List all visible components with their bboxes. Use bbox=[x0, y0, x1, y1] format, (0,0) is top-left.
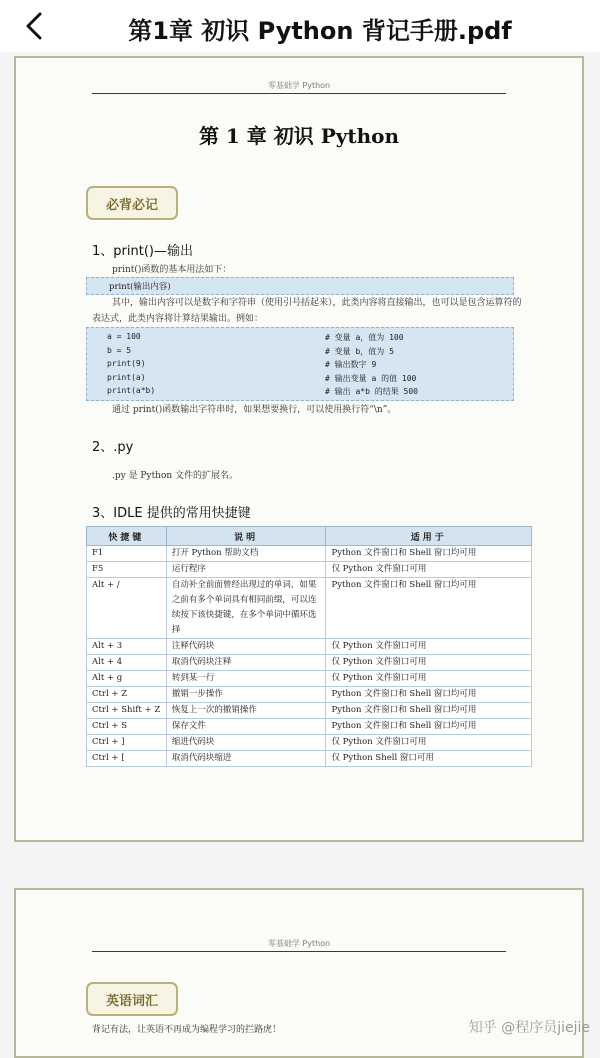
table-cell: 保存文件 bbox=[166, 719, 326, 735]
table-cell: 注释代码块 bbox=[166, 639, 326, 655]
code-line bbox=[107, 386, 505, 400]
code-text: a = 100 bbox=[107, 332, 141, 341]
code-comment: # 输出数字 9 bbox=[325, 360, 377, 369]
section-badge: 必背必记 bbox=[86, 186, 178, 220]
table-cell: Ctrl + S bbox=[87, 719, 167, 735]
back-button[interactable] bbox=[18, 10, 50, 42]
table-row bbox=[87, 655, 532, 671]
table-row bbox=[87, 703, 532, 719]
table-row bbox=[87, 735, 532, 751]
table-cell: 运行程序 bbox=[166, 562, 326, 578]
table-cell: 打开 Python 帮助文档 bbox=[166, 546, 326, 562]
header-rule bbox=[92, 93, 506, 94]
shortcut-table bbox=[86, 526, 532, 767]
syntax-box bbox=[86, 277, 514, 295]
table-cell: 仅 Python 文件窗口可用 bbox=[326, 639, 532, 655]
table-row bbox=[87, 671, 532, 687]
table-cell: 仅 Python Shell 窗口可用 bbox=[326, 751, 532, 767]
table-cell: Python 文件窗口和 Shell 窗口均可用 bbox=[326, 578, 532, 639]
table-cell: F5 bbox=[87, 562, 167, 578]
chapter-title: 第 1 章 初识 Python bbox=[198, 124, 400, 148]
paragraph: 其中，输出内容可以是数字和字符串（使用引号括起来），此类内容将直接输出，也可以是包含运算符的表达式，此类内容将计算结果输出。例如： bbox=[92, 298, 522, 324]
code-text: print(9) bbox=[107, 359, 146, 368]
table-cell: Python 文件窗口和 Shell 窗口均可用 bbox=[326, 546, 532, 562]
code-comment: # 变量 a，值为 100 bbox=[325, 333, 404, 342]
pdf-page-1[interactable] bbox=[14, 56, 584, 842]
code-comment: # 输出 a*b 的结果 500 bbox=[325, 387, 418, 396]
table-cell: 仅 Python 文件窗口可用 bbox=[326, 735, 532, 751]
table-row bbox=[87, 546, 532, 562]
running-head: 零基础学 Python bbox=[267, 81, 331, 90]
table-cell: Ctrl + Shift + Z bbox=[87, 703, 167, 719]
table-row bbox=[87, 562, 532, 578]
table-cell: Alt + / bbox=[87, 578, 167, 639]
syntax-text: print(输出内容) bbox=[109, 282, 171, 292]
paragraph: 通过 print()函数输出字符串时，如果想要换行，可以使用换行符“\n”。 bbox=[112, 405, 397, 415]
table-cell: 仅 Python 文件窗口可用 bbox=[326, 671, 532, 687]
watermark: 知乎 @程序员jiejie bbox=[468, 1020, 590, 1036]
table-cell: Ctrl + [ bbox=[87, 751, 167, 767]
section-heading: 2、.py bbox=[92, 440, 134, 455]
table-cell: Alt + 3 bbox=[87, 639, 167, 655]
code-text: print(a) bbox=[107, 372, 146, 382]
column-header: 快捷键 bbox=[87, 527, 167, 546]
table-cell: 缩进代码块 bbox=[166, 735, 326, 751]
table-cell: 仅 Python 文件窗口可用 bbox=[326, 655, 532, 671]
section-badge: 英语词汇 bbox=[86, 982, 178, 1016]
table-cell: Ctrl + Z bbox=[87, 687, 167, 703]
document-title: 第1章 初识 Python 背记手册.pdf bbox=[128, 17, 512, 45]
code-text: print(a*b) bbox=[107, 386, 156, 395]
table-cell: 恢复上一次的撤销操作 bbox=[166, 703, 326, 719]
table-cell: Alt + 4 bbox=[87, 655, 167, 671]
table-cell: Ctrl + ] bbox=[87, 735, 167, 751]
table-cell: F1 bbox=[87, 546, 167, 562]
table-header-row bbox=[87, 527, 532, 546]
paragraph: .py 是 Python 文件的扩展名。 bbox=[112, 471, 239, 481]
code-line bbox=[107, 359, 505, 373]
code-line bbox=[107, 346, 505, 360]
code-example-box bbox=[86, 327, 514, 401]
table-row bbox=[87, 687, 532, 703]
table-cell: 撤销一步操作 bbox=[166, 687, 326, 703]
table-cell: 转到某一行 bbox=[166, 671, 326, 687]
code-comment: # 变量 b，值为 5 bbox=[325, 346, 394, 356]
table-cell: 取消代码块注释 bbox=[166, 655, 326, 671]
table-cell: Python 文件窗口和 Shell 窗口均可用 bbox=[326, 719, 532, 735]
column-header: 适用于 bbox=[326, 527, 532, 546]
code-line bbox=[107, 373, 505, 387]
code-line bbox=[107, 332, 505, 346]
table-row bbox=[87, 751, 532, 767]
header-rule bbox=[92, 951, 506, 952]
table-cell: Python 文件窗口和 Shell 窗口均可用 bbox=[326, 703, 532, 719]
top-bar bbox=[0, 0, 600, 52]
paragraph: print()函数的基本用法如下： bbox=[112, 265, 232, 275]
table-cell: 取消代码块缩进 bbox=[166, 751, 326, 767]
section-heading: 1、print()—输出 bbox=[92, 244, 193, 259]
table-cell: Python 文件窗口和 Shell 窗口均可用 bbox=[326, 687, 532, 703]
code-comment: # 输出变量 a 的值 100 bbox=[325, 373, 417, 383]
column-header: 说明 bbox=[166, 527, 326, 546]
table-row bbox=[87, 719, 532, 735]
table-cell: 仅 Python 文件窗口可用 bbox=[326, 562, 532, 578]
running-head: 零基础学 Python bbox=[267, 939, 331, 948]
section-heading: 3、IDLE 提供的常用快捷键 bbox=[92, 506, 251, 521]
paragraph: 背记有法，让英语不再成为编程学习的拦路虎！ bbox=[92, 1025, 282, 1035]
table-cell: 自动补全前面曾经出现过的单词，如果之前有多个单词具有相同前缀，可以连续按下该快捷键，在多个单词中循环选择 bbox=[166, 578, 326, 639]
chevron-left-icon bbox=[25, 12, 43, 40]
table-cell: Alt + g bbox=[87, 671, 167, 687]
table-row bbox=[87, 578, 532, 639]
code-text: b = 5 bbox=[107, 345, 132, 355]
table-row bbox=[87, 639, 532, 655]
